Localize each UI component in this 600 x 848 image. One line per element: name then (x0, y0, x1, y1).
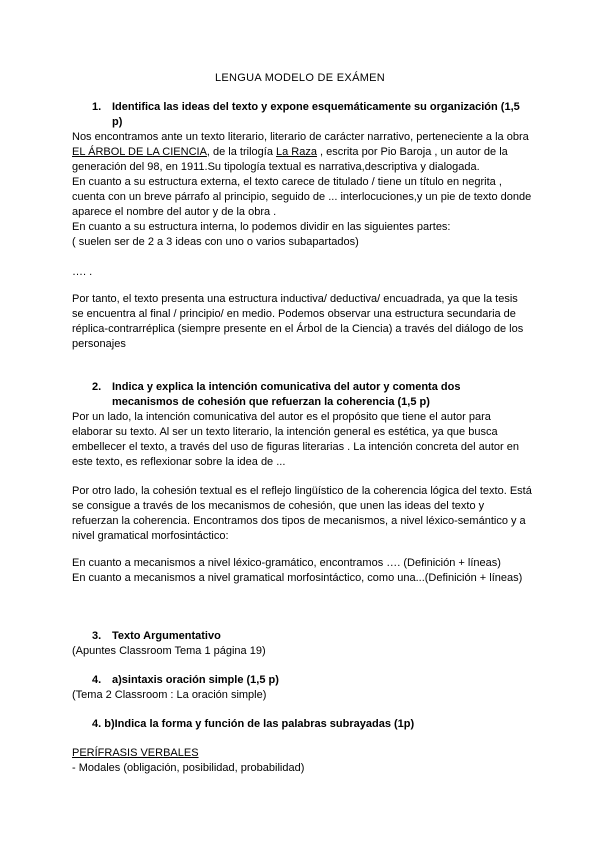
question-3-heading (92, 629, 522, 644)
q2-paragraph-grammatical: En cuanto a mecanismos a nivel gramatical morfosintáctico, como una...(Definición + líneas) (72, 572, 523, 584)
q3-note: (Apuntes Classroom Tema 1 página 19) (72, 645, 266, 657)
question-4a-heading (92, 673, 522, 688)
q4a-note: (Tema 2 Classroom : La oración simple) (72, 689, 267, 701)
question-text: Identifica las ideas del texto y expone esquemáticamente su organización (1,5 p) (112, 101, 520, 128)
question-text: 4. b)Indica la forma y función de las palabras subrayadas (1p) (92, 718, 415, 730)
question-2-heading (92, 380, 522, 410)
q1-paragraph-structure-internal: En cuanto a su estructura interna, lo podemos dividir en las siguientes partes: (72, 221, 451, 233)
question-4b-heading (92, 717, 522, 732)
perifrasis-heading: PERÍFRASIS VERBALES (72, 747, 199, 759)
document-title: LENGUA MODELO DE EXÁMEN (214, 72, 386, 84)
q1-paragraph-structure-external: En cuanto a su estructura externa, el texto carece de titulado / tiene un título en negrita , cuenta con un breve párrafo al principio, seguido de ... interlocuciones,y un pie de texto donde aparece el nombre del autor y de la obra . (72, 176, 532, 218)
question-number: 4. (92, 674, 102, 686)
question-number: 3. (92, 630, 102, 642)
question-1-heading (92, 100, 522, 130)
q2-paragraph-cohesion: Por otro lado, la cohesión textual es el reflejo lingüístico de la coherencia lógica del texto. Está se consigue a través de los mecanismos de cohesión, que unen las ideas del texto y refuerzan la coherencia. Encontramos dos tipos de mecanismos, a nivel léxico-semántico y a nivel gramatical morfosintáctico: (72, 485, 532, 542)
q1-paragraph-ideas-note: ( suelen ser de 2 a 3 ideas con uno o varios subapartados) (72, 236, 359, 248)
question-number: 1. (92, 101, 102, 113)
q1-paragraph-intro: Nos encontramos ante un texto literario, literario de carácter narrativo, perteneciente a la obra EL ÁRBOL DE LA CIENCIA, de la trilogía La Raza , escrita por Pio Baroja , un autor de la generación del 98, en 1911.Su tipología textual es narrativa,descriptiva y dialogada. (72, 131, 529, 173)
q2-paragraph-intention: Por un lado, la intención comunicativa del autor es el propósito que tiene el autor para elaborar su texto. Al ser un texto literario, la intención general es estética, ya que busca embellecer el texto, a través del uso de figuras literarias . La intención concreta del autor en este texto, es reflexionar sobre la idea de ... (72, 411, 519, 468)
q2-paragraph-lexical: En cuanto a mecanismos a nivel léxico-gramático, encontramos …. (Definición + líneas) (72, 557, 501, 569)
q1-paragraph-conclusion: Por tanto, el texto presenta una estructura inductiva/ deductiva/ encuadrada, ya que la tesis se encuentra al final / principio/ en medio. Podemos observar una estructura secundaria de réplica-contrarréplica (siempre presente en el Árbol de la Ciencia) a través del diálogo de los personajes (72, 293, 524, 350)
q1-ellipsis: …. . (72, 266, 93, 278)
question-text: Texto Argumentativo (112, 630, 221, 642)
question-number: 2. (92, 381, 102, 393)
question-text: Indica y explica la intención comunicativa del autor y comenta dos mecanismos de cohesión que refuerzan la coherencia (1,5 p) (112, 381, 461, 408)
trilogy-title: La Raza (276, 146, 317, 158)
perifrasis-item: - Modales (obligación, posibilidad, probabilidad) (72, 762, 305, 774)
book-title: EL ÁRBOL DE LA CIENCIA (72, 146, 207, 158)
question-text: a)sintaxis oración simple (1,5 p) (112, 674, 279, 686)
